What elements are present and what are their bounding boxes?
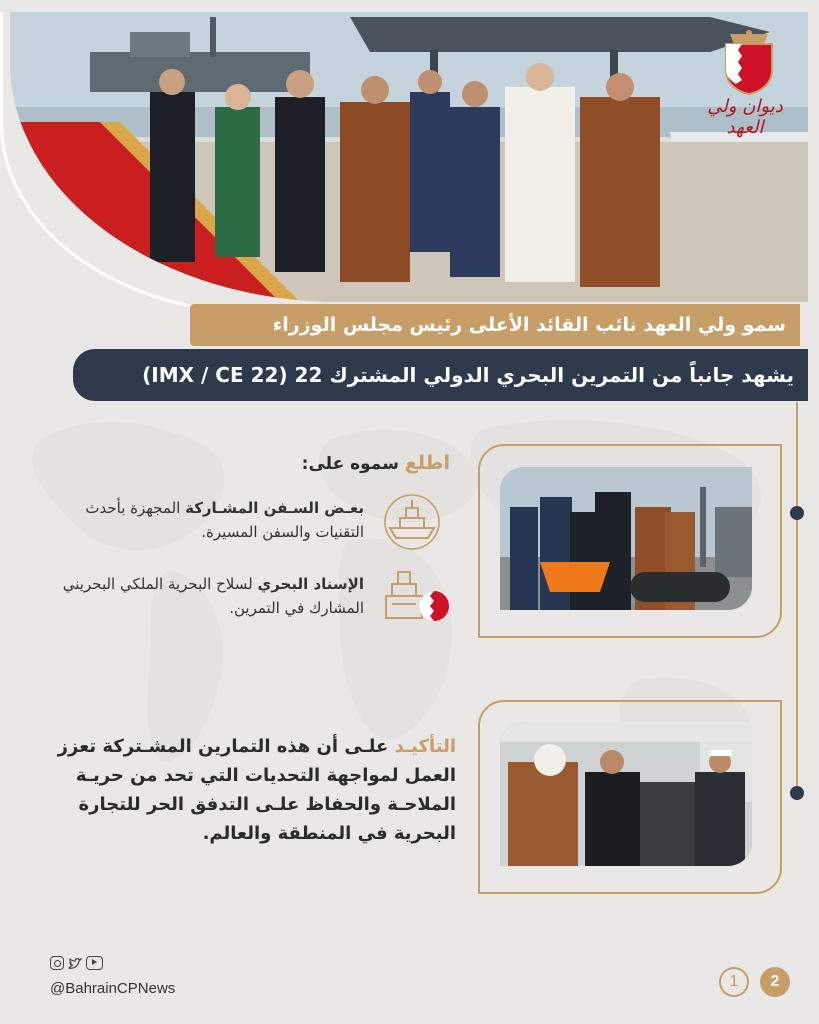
youtube-icon[interactable] <box>86 956 103 970</box>
item-1-bold: بعـض السـفن المشـاركة <box>185 499 364 517</box>
timeline-dot-2 <box>790 786 804 800</box>
main-title: سمو ولي العهد نائب القائد الأعلى رئيس مجلس الوزراء <box>272 314 786 336</box>
page-2-button[interactable]: 2 <box>760 967 790 997</box>
subtitle-banner <box>73 349 808 401</box>
timeline-line <box>796 402 798 792</box>
hero-photo <box>10 12 808 302</box>
item-2-bold: الإسناد البحري <box>257 575 364 593</box>
photo-2 <box>500 722 752 866</box>
social-handle[interactable]: @BahrainCPNews <box>50 980 176 997</box>
section1-item-1 <box>58 496 364 544</box>
heading-rest: سموه على: <box>301 454 405 474</box>
section2-text <box>46 732 456 848</box>
item-1-text: المجهزة بأحدث التقنيات والسفن المسيرة. <box>85 499 364 541</box>
twitter-icon[interactable] <box>68 956 82 970</box>
naval-support-bahrain-icon <box>380 566 452 628</box>
item-2-text: لسلاح البحرية الملكي البحريني المشارك في التمرين. <box>62 575 364 617</box>
social-icons <box>50 956 103 970</box>
section2-body: علـى أن هذه التمارين المشـتركة تعزز العمل لمواجهة التحديات التي تحد من حريـة الملاحـة والحفاظ علـى التدفق الحر للتجارة البحرية في المنطقة والعالم. <box>57 736 456 844</box>
section1-item-2 <box>58 572 364 620</box>
subtitle: يشهد جانباً من التمرين البحري الدولي المشترك 22 (IMX / CE 22) <box>142 363 794 387</box>
heading-accent: اطلع <box>404 452 450 474</box>
bahrain-emblem-icon <box>720 30 778 96</box>
section1-heading <box>230 452 450 474</box>
timeline-dot-1 <box>790 506 804 520</box>
photo-1 <box>500 467 752 610</box>
section2-accent: التأكيـد <box>394 736 456 757</box>
court-logo-text: ديوان ولي العهد <box>707 96 783 138</box>
page-1-button[interactable]: 1 <box>719 967 749 997</box>
title-banner <box>190 304 800 346</box>
ship-icon <box>380 494 444 552</box>
instagram-icon[interactable] <box>50 956 64 970</box>
